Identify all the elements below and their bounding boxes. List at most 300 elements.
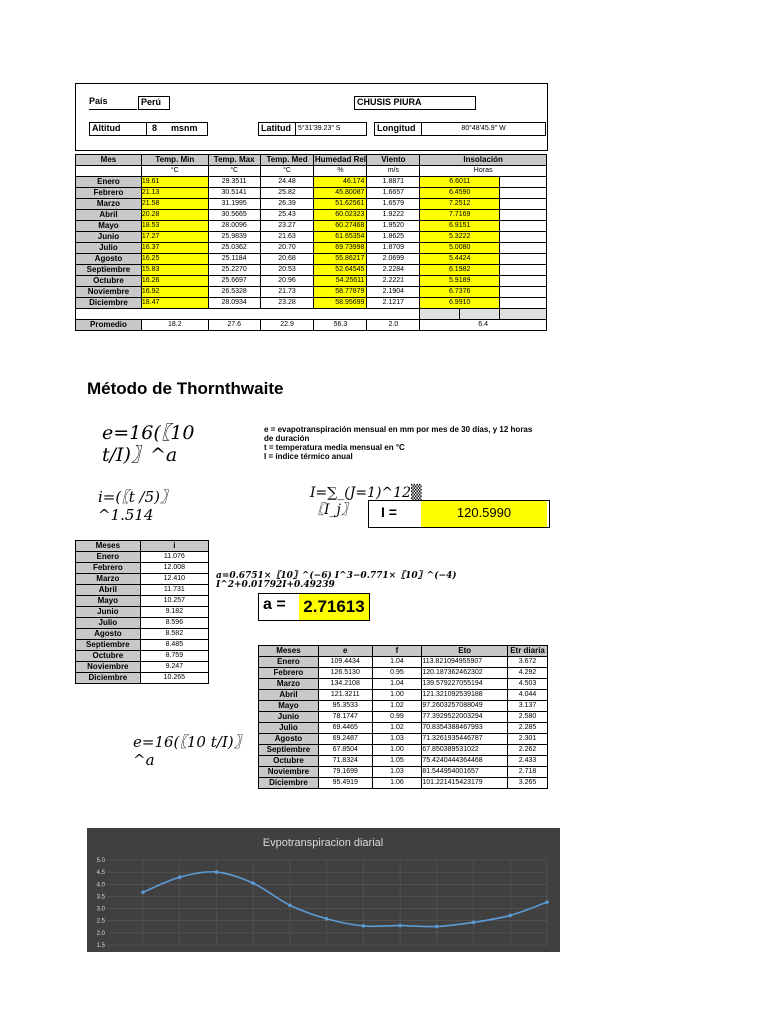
equation-a: a=0.6751×〖10〗^(−6) I^3−0.771×〖10〗^(−4) I^2+0.01792I+0.49239 xyxy=(216,571,457,590)
climate-empty-cell xyxy=(500,188,547,199)
promedio-label: Promedio xyxy=(76,320,142,331)
station-name: CHUSIS PIURA xyxy=(354,96,476,110)
eto-col-f: f xyxy=(372,646,422,657)
i-value: 10.257 xyxy=(140,596,208,607)
eto-mes: Julio xyxy=(259,723,319,734)
eto-f: 1.03 xyxy=(372,767,422,778)
climate-temp-min: 21.13 xyxy=(141,188,208,199)
chart-title: Evpotranspiracion diarial xyxy=(262,837,384,849)
climate-temp-med: 23.28 xyxy=(260,298,314,309)
definitions-block xyxy=(264,425,534,461)
eto-row xyxy=(259,723,548,734)
i-mes: Febrero xyxy=(76,563,141,574)
climate-insolacion: 7.7169 xyxy=(420,210,500,221)
climate-temp-med: 26.39 xyxy=(260,199,314,210)
chart-point-diciembre xyxy=(545,900,549,904)
promedio-med: 22.9 xyxy=(260,320,314,331)
eto-mes: Septiembre xyxy=(259,745,319,756)
col-viento: Viento xyxy=(367,155,420,166)
climate-table xyxy=(75,154,547,331)
climate-temp-med: 20.53 xyxy=(260,265,314,276)
climate-temp-max: 28.0934 xyxy=(208,298,260,309)
climate-row xyxy=(76,298,547,309)
eto-eto: 77.3929522003294 xyxy=(422,712,508,723)
unit-temp-min: °C xyxy=(141,166,208,177)
climate-temp-min: 20.28 xyxy=(141,210,208,221)
eto-f: 1.04 xyxy=(372,657,422,668)
climate-temp-min: 18.47 xyxy=(141,298,208,309)
i-mes: Septiembre xyxy=(76,640,141,651)
climate-viento: 1.8871 xyxy=(367,177,420,188)
climate-mes: Agosto xyxy=(76,254,142,265)
climate-mes: Marzo xyxy=(76,199,142,210)
climate-temp-min: 16.37 xyxy=(141,243,208,254)
climate-empty-cell xyxy=(500,199,547,210)
unit-humedad: % xyxy=(314,166,367,177)
eto-etr: 2.580 xyxy=(508,712,548,723)
definition-I: I = índice térmico anual xyxy=(264,452,353,461)
i-mes: Diciembre xyxy=(76,673,141,684)
col-humedad: Humedad Rel xyxy=(314,155,367,164)
chart-point-febrero xyxy=(178,875,182,879)
climate-temp-med: 20.96 xyxy=(260,276,314,287)
eto-etr: 2.262 xyxy=(508,745,548,756)
climate-humedad: 52.64545 xyxy=(314,265,367,276)
climate-temp-min: 18.53 xyxy=(141,221,208,232)
climate-empty-cell xyxy=(500,177,547,188)
climate-row xyxy=(76,265,547,276)
climate-insolacion: 6.9151 xyxy=(420,221,500,232)
equation-e-main: e=16(〖10 t/I)〗^a xyxy=(102,422,195,466)
eto-eto: 75.4240444364468 xyxy=(422,756,508,767)
chart-point-junio xyxy=(325,917,329,921)
eto-f: 0.99 xyxy=(372,712,422,723)
climate-humedad: 69.73998 xyxy=(314,243,367,254)
col-temp-med: Temp. Med xyxy=(260,155,314,166)
eto-f: 1.04 xyxy=(372,679,422,690)
chart-point-noviembre xyxy=(508,914,512,918)
climate-humedad: 58.77879 xyxy=(314,287,367,298)
eto-eto: 67.850389531022 xyxy=(422,745,508,756)
climate-insolacion: 5.9189 xyxy=(420,276,500,287)
i-mes: Enero xyxy=(76,552,141,563)
col-insolacion: Insolación xyxy=(420,155,547,166)
climate-humedad: 61.65354 xyxy=(314,232,367,243)
col-temp-max: Temp. Max xyxy=(208,155,260,166)
climate-temp-max: 30.5141 xyxy=(208,188,260,199)
i-value: 8.582 xyxy=(140,629,208,640)
climate-temp-med: 20.68 xyxy=(260,254,314,265)
eto-row xyxy=(259,701,548,712)
climate-temp-max: 25.2270 xyxy=(208,265,260,276)
i-mes: Noviembre xyxy=(76,662,141,673)
climate-viento: 2.2221 xyxy=(367,276,420,287)
i-row xyxy=(76,640,209,651)
eto-row xyxy=(259,668,548,679)
i-row xyxy=(76,574,209,585)
climate-mes: Noviembre xyxy=(76,287,142,298)
climate-row xyxy=(76,199,547,210)
altitud-value: 8 xyxy=(152,123,158,133)
promedio-viento: 2.0 xyxy=(367,320,420,331)
a-result-value: 2.71613 xyxy=(299,594,369,620)
eto-row xyxy=(259,778,548,789)
climate-temp-med: 25.82 xyxy=(260,188,314,199)
i-mes: Junio xyxy=(76,607,141,618)
climate-humedad: 45.80087 xyxy=(314,188,367,199)
climate-temp-min: 16.26 xyxy=(141,276,208,287)
eto-e: 67.8504 xyxy=(318,745,372,756)
climate-mes: Febrero xyxy=(76,188,142,199)
climate-viento: 2.0699 xyxy=(367,254,420,265)
unit-temp-med: °C xyxy=(260,166,314,177)
eto-e: 78.1747 xyxy=(318,712,372,723)
eto-f: 1.02 xyxy=(372,723,422,734)
climate-temp-min: 16.92 xyxy=(141,287,208,298)
eto-eto: 113.821094955907 xyxy=(422,657,508,668)
climate-mes: Octubre xyxy=(76,276,142,287)
eto-etr: 2.718 xyxy=(508,767,548,778)
eto-col-meses: Meses xyxy=(259,646,319,657)
climate-row xyxy=(76,287,547,298)
i-value: 11.731 xyxy=(140,585,208,596)
climate-empty-cell xyxy=(500,210,547,221)
climate-temp-min: 15.83 xyxy=(141,265,208,276)
climate-mes: Julio xyxy=(76,243,142,254)
eto-etr: 3.672 xyxy=(508,657,548,668)
climate-mes: Mayo xyxy=(76,221,142,232)
climate-row xyxy=(76,254,547,265)
eto-eto: 97.2603257088049 xyxy=(422,701,508,712)
I-result-box xyxy=(368,500,550,528)
climate-viento: 2.1904 xyxy=(367,287,420,298)
eto-mes: Febrero xyxy=(259,668,319,679)
i-value: 8.759 xyxy=(140,651,208,662)
eto-etr: 2.285 xyxy=(508,723,548,734)
climate-mes: Septiembre xyxy=(76,265,142,276)
climate-viento: 1.6657 xyxy=(367,188,420,199)
eto-eto: 81.544954001657 xyxy=(422,767,508,778)
climate-humedad: 46.174 xyxy=(314,177,367,188)
climate-mes: Enero xyxy=(76,177,142,188)
climate-row xyxy=(76,177,547,188)
evapotranspiration-chart xyxy=(87,828,560,952)
climate-temp-med: 23.27 xyxy=(260,221,314,232)
unit-mes xyxy=(76,166,142,177)
eto-mes: Noviembre xyxy=(259,767,319,778)
eto-e: 134.2108 xyxy=(318,679,372,690)
chart-ytick-label: 2.0 xyxy=(96,930,105,937)
climate-viento: 2.1217 xyxy=(367,298,420,309)
climate-mes: Diciembre xyxy=(76,298,142,309)
chart-point-septiembre xyxy=(435,925,439,929)
climate-row xyxy=(76,243,547,254)
climate-temp-max: 28.0096 xyxy=(208,221,260,232)
eto-header-row xyxy=(259,646,548,657)
I-result-value: 120.5990 xyxy=(421,501,547,527)
eto-e: 121.3211 xyxy=(318,690,372,701)
i-row xyxy=(76,651,209,662)
climate-mes: Abril xyxy=(76,210,142,221)
eto-e: 69.2487 xyxy=(318,734,372,745)
definition-e: e = evapotranspiración mensual en mm por mes de 30 días, y 12 horas de duración xyxy=(264,425,533,443)
eto-e: 126.5130 xyxy=(318,668,372,679)
climate-insolacion: 5.4424 xyxy=(420,254,500,265)
chart-point-octubre xyxy=(472,921,476,925)
chart-ytick-label: 3.0 xyxy=(96,906,105,913)
eto-eto: 121.321092539188 xyxy=(422,690,508,701)
i-row xyxy=(76,629,209,640)
i-value: 8.596 xyxy=(140,618,208,629)
eto-f: 1.00 xyxy=(372,745,422,756)
eto-f: 1.03 xyxy=(372,734,422,745)
climate-empty-cell xyxy=(500,298,547,309)
climate-temp-max: 26.5328 xyxy=(208,287,260,298)
climate-temp-min: 21.58 xyxy=(141,199,208,210)
climate-header-row xyxy=(76,155,547,166)
eto-f: 1.05 xyxy=(372,756,422,767)
eto-etr: 4.503 xyxy=(508,679,548,690)
i-row xyxy=(76,552,209,563)
climate-row xyxy=(76,276,547,287)
unit-insolacion: Horas xyxy=(420,166,547,177)
eto-f: 0.95 xyxy=(372,668,422,679)
climate-temp-med: 21.63 xyxy=(260,232,314,243)
climate-insolacion: 6.7376 xyxy=(420,287,500,298)
i-col-meses: Meses xyxy=(76,541,141,552)
climate-temp-med: 21.73 xyxy=(260,287,314,298)
I-result-label: I = xyxy=(381,504,397,520)
climate-temp-max: 25.0362 xyxy=(208,243,260,254)
climate-empty-cell xyxy=(500,221,547,232)
equation-e-secondary: e=16(〖10 t/I)〗^a xyxy=(133,733,242,769)
eto-etr: 4.292 xyxy=(508,668,548,679)
climate-insolacion: 6.9910 xyxy=(420,298,500,309)
climate-humedad: 51.62561 xyxy=(314,199,367,210)
climate-empty-cell xyxy=(500,232,547,243)
i-row xyxy=(76,563,209,574)
eto-mes: Junio xyxy=(259,712,319,723)
i-mes: Julio xyxy=(76,618,141,629)
latitud-label: Latitud xyxy=(258,122,296,136)
climate-empty-cell xyxy=(500,243,547,254)
climate-temp-min: 16.25 xyxy=(141,254,208,265)
eto-f: 1.02 xyxy=(372,701,422,712)
i-mes: Octubre xyxy=(76,651,141,662)
promedio-row xyxy=(76,320,547,331)
promedio-max: 27.6 xyxy=(208,320,260,331)
chart-ytick-label: 3.5 xyxy=(96,894,105,901)
climate-row xyxy=(76,188,547,199)
i-value: 10.265 xyxy=(140,673,208,684)
climate-empty-cell xyxy=(500,276,547,287)
eto-col-etr: Etr diaria xyxy=(508,646,548,657)
eto-eto: 139.579227055194 xyxy=(422,679,508,690)
eto-eto: 70.8354388467993 xyxy=(422,723,508,734)
promedio-hum: 56.3 xyxy=(314,320,367,331)
eto-row xyxy=(259,690,548,701)
equation-i: i=(〖t /5)〗^1.514 xyxy=(98,488,175,524)
climate-temp-med: 25.43 xyxy=(260,210,314,221)
altitud-value-box xyxy=(146,122,208,136)
chart-ytick-label: 1.5 xyxy=(96,943,105,949)
eto-mes: Mayo xyxy=(259,701,319,712)
pais-value: Perú xyxy=(138,96,170,110)
climate-humedad: 55.86217 xyxy=(314,254,367,265)
unit-temp-max: °C xyxy=(208,166,260,177)
climate-humedad: 58.95699 xyxy=(314,298,367,309)
climate-mes: Junio xyxy=(76,232,142,243)
eto-mes: Marzo xyxy=(259,679,319,690)
chart-point-agosto xyxy=(398,924,402,928)
eto-e: 79.1699 xyxy=(318,767,372,778)
promedio-ins: 6.4 xyxy=(420,320,547,331)
climate-insolacion: 6.1982 xyxy=(420,265,500,276)
i-row xyxy=(76,662,209,673)
i-value: 9.247 xyxy=(140,662,208,673)
climate-units-row xyxy=(76,166,547,177)
climate-insolacion: 5.0080 xyxy=(420,243,500,254)
climate-viento: 1.6579 xyxy=(367,199,420,210)
eto-f: 1.00 xyxy=(372,690,422,701)
eto-mes: Enero xyxy=(259,657,319,668)
longitud-value: 80°48'45.9" W xyxy=(421,122,546,136)
pais-label: País xyxy=(89,96,137,110)
chart-point-mayo xyxy=(288,903,292,907)
i-mes: Abril xyxy=(76,585,141,596)
i-value: 9.182 xyxy=(140,607,208,618)
eto-etr: 3.265 xyxy=(508,778,548,789)
eto-row xyxy=(259,712,548,723)
climate-viento: 1.9222 xyxy=(367,210,420,221)
i-mes: Marzo xyxy=(76,574,141,585)
i-row xyxy=(76,607,209,618)
eto-eto: 101.221415423179 xyxy=(422,778,508,789)
col-temp-min: Temp. Min xyxy=(141,155,208,166)
i-value: 12.008 xyxy=(140,563,208,574)
altitud-label: Altitud xyxy=(89,122,147,136)
eto-e: 69.4465 xyxy=(318,723,372,734)
eto-col-eto: Eto xyxy=(422,646,508,657)
i-value: 11.076 xyxy=(140,552,208,563)
eto-table xyxy=(258,645,548,789)
eto-row xyxy=(259,767,548,778)
climate-insolacion: 6.6011 xyxy=(420,177,500,188)
climate-viento: 1.8625 xyxy=(367,232,420,243)
definition-t: t = temperatura media mensual en °C xyxy=(264,443,405,452)
equation-I-sum: I=∑_(J=1)^12▒〖I_j〗 xyxy=(310,485,422,518)
climate-temp-min: 19.61 xyxy=(141,177,208,188)
climate-humedad: 54.25611 xyxy=(314,276,367,287)
longitud-label: Longitud xyxy=(374,122,422,136)
i-row xyxy=(76,673,209,684)
eto-row xyxy=(259,657,548,668)
eto-mes: Abril xyxy=(259,690,319,701)
eto-eto: 120.187362462302 xyxy=(422,668,508,679)
climate-viento: 1.9520 xyxy=(367,221,420,232)
station-header-frame xyxy=(75,83,548,151)
eto-row xyxy=(259,679,548,690)
method-title: Método de Thornthwaite xyxy=(87,379,284,398)
eto-eto: 71.3261935446787 xyxy=(422,734,508,745)
climate-insolacion: 7.2512 xyxy=(420,199,500,210)
chart-ytick-label: 5.0 xyxy=(96,858,105,864)
climate-insolacion: 5.3222 xyxy=(420,232,500,243)
eto-col-e: e xyxy=(318,646,372,657)
eto-mes: Octubre xyxy=(259,756,319,767)
climate-temp-max: 31.1995 xyxy=(208,199,260,210)
col-mes: Mes xyxy=(76,155,142,166)
altitud-unit: msnm xyxy=(171,123,198,133)
eto-e: 95.4919 xyxy=(318,778,372,789)
i-table xyxy=(75,540,209,684)
latitud-value: 5°31'39.23" S xyxy=(295,122,367,136)
chart-point-enero xyxy=(141,890,145,894)
climate-temp-med: 24.48 xyxy=(260,177,314,188)
climate-humedad: 60.02323 xyxy=(314,210,367,221)
climate-temp-min: 17.27 xyxy=(141,232,208,243)
chart-ytick-label: 4.5 xyxy=(96,870,105,877)
climate-temp-max: 25.9839 xyxy=(208,232,260,243)
eto-mes: Agosto xyxy=(259,734,319,745)
chart-point-abril xyxy=(251,881,255,885)
climate-temp-max: 25.1184 xyxy=(208,254,260,265)
climate-row xyxy=(76,210,547,221)
chart-point-julio xyxy=(362,924,366,928)
climate-humedad: 60.27468 xyxy=(314,221,367,232)
climate-temp-max: 29.3511 xyxy=(208,177,260,188)
eto-mes: Diciembre xyxy=(259,778,319,789)
eto-f: 1.06 xyxy=(372,778,422,789)
a-result-label: a = xyxy=(263,596,286,613)
eto-row xyxy=(259,745,548,756)
unit-viento: m/s xyxy=(367,166,420,177)
climate-spacer-row xyxy=(76,309,547,320)
i-header-row xyxy=(76,541,209,552)
climate-temp-max: 25.6697 xyxy=(208,276,260,287)
i-mes: Mayo xyxy=(76,596,141,607)
eto-e: 71.8324 xyxy=(318,756,372,767)
i-row xyxy=(76,585,209,596)
i-mes: Agosto xyxy=(76,629,141,640)
climate-insolacion: 6.4590 xyxy=(420,188,500,199)
climate-row xyxy=(76,232,547,243)
eto-e: 95.3533 xyxy=(318,701,372,712)
i-value: 8.485 xyxy=(140,640,208,651)
eto-etr: 2.301 xyxy=(508,734,548,745)
a-result-box xyxy=(258,593,370,621)
climate-empty-cell xyxy=(500,254,547,265)
eto-etr: 4.044 xyxy=(508,690,548,701)
i-value: 12.410 xyxy=(140,574,208,585)
climate-temp-med: 20.70 xyxy=(260,243,314,254)
climate-temp-max: 30.5665 xyxy=(208,210,260,221)
eto-e: 109.4434 xyxy=(318,657,372,668)
i-row xyxy=(76,596,209,607)
eto-row xyxy=(259,734,548,745)
eto-etr: 2.433 xyxy=(508,756,548,767)
i-row xyxy=(76,618,209,629)
chart-point-marzo xyxy=(215,870,219,874)
eto-row xyxy=(259,756,548,767)
climate-row xyxy=(76,221,547,232)
i-col-i: i xyxy=(140,541,208,552)
climate-empty-cell xyxy=(500,265,547,276)
climate-viento: 1.8709 xyxy=(367,243,420,254)
promedio-min: 18.2 xyxy=(141,320,208,331)
climate-viento: 2.2284 xyxy=(367,265,420,276)
chart-ytick-label: 4.0 xyxy=(96,882,105,889)
